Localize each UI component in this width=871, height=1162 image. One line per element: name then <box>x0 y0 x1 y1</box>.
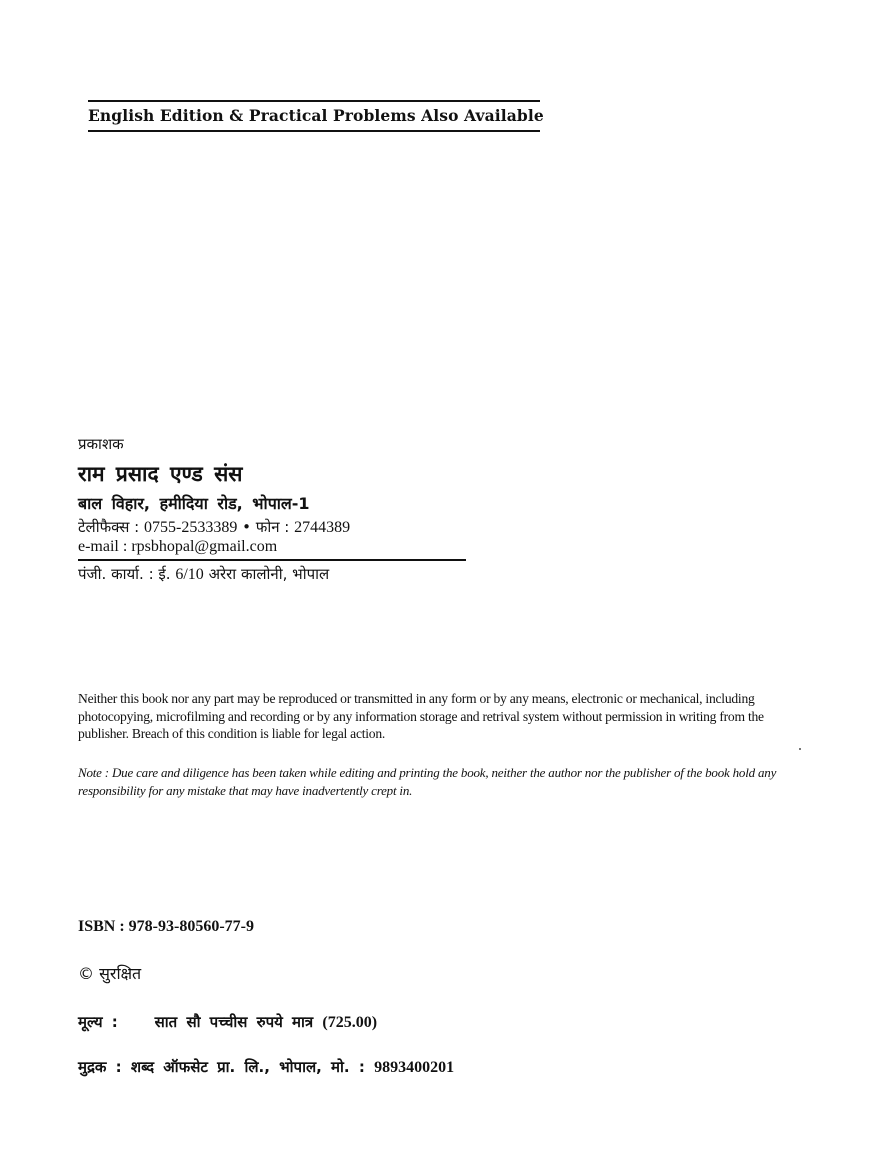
bullet-separator: • <box>242 518 251 536</box>
banner-text: English Edition & Practical Problems Also Available <box>88 106 544 125</box>
registered-office-address: अरेरा कालोनी, भोपाल <box>208 565 330 583</box>
telefax-number: 0755-2533389 <box>144 519 238 536</box>
printer-line <box>78 1057 454 1077</box>
phone-number: 2744389 <box>294 519 351 536</box>
price-words: सात सौ पच्चीस रुपये मात्र <box>154 1013 314 1031</box>
disclaimer-note: Note : Due care and diligence has been taken while editing and printing the book, neither the author nor the publisher of the book hold any responsibility for any mistake that may have inadvertently crept in. <box>78 765 777 798</box>
printer-label: मुद्रक : शब्द ऑफसेट प्रा. लि., भोपाल, मो. : <box>78 1058 365 1076</box>
registered-office-number: 6/10 <box>175 566 204 583</box>
publisher-contact-line <box>78 517 350 537</box>
price-value: (725.00) <box>322 1014 378 1031</box>
publisher-email: e-mail : rpsbhopal@gmail.com <box>78 538 278 555</box>
price-line <box>78 1012 377 1032</box>
publisher-label: प्रकाशक <box>78 435 124 453</box>
registered-office-label: पंजी. कार्या. : ई. <box>78 565 171 583</box>
isbn: ISBN : 978-93-80560-77-9 <box>78 918 254 935</box>
telefax-label: टेलीफैक्स : <box>78 518 140 536</box>
copyright-line: © सुरक्षित <box>78 964 142 983</box>
price-label: मूल्य : <box>78 1013 118 1031</box>
publisher-name: राम प्रसाद एण्ड संस <box>78 462 243 486</box>
registered-office <box>78 564 329 584</box>
availability-banner <box>88 100 544 132</box>
publisher-address: बाल विहार, हमीदिया रोड, भोपाल-1 <box>78 494 310 513</box>
scan-speck <box>799 748 801 750</box>
printer-phone: 9893400201 <box>374 1059 455 1076</box>
rights-notice: Neither this book nor any part may be reproduced or transmitted in any form or by any means, electronic or mechanical, including photocopying, microfilming and recording or by any information storage and retrival system without permission in writing from the publisher. Breach of this condition is liable for legal action. <box>78 691 764 741</box>
phone-label: फोन : <box>255 518 290 536</box>
divider-rule <box>78 559 466 561</box>
